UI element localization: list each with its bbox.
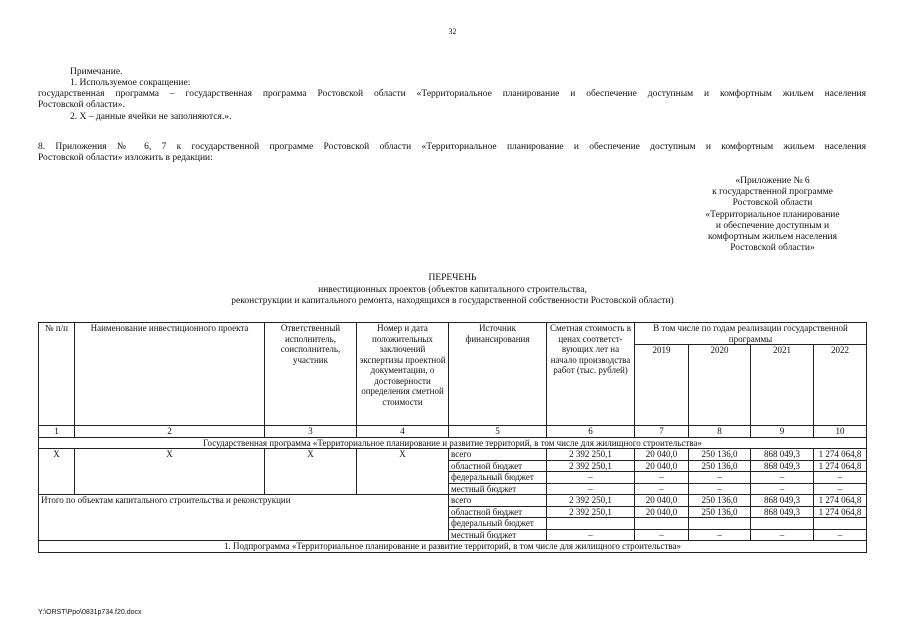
- source-cell: всего: [449, 449, 547, 461]
- year-cell: 1 274 064,8: [814, 506, 867, 518]
- subprogram-row: [39, 541, 867, 553]
- header-expertise: Номер и дата положительных заключений экспертизы проектной документации, о достоверности определения сметной стоимости: [357, 323, 449, 426]
- header-executor: Ответственный исполнитель, соисполнитель, участник: [265, 323, 357, 426]
- header-source: Источник финансирования: [449, 323, 547, 426]
- note-title: Примечание.: [70, 67, 123, 77]
- year-cell: [751, 518, 814, 530]
- estimate-cell: 2 392 250,1: [547, 460, 635, 472]
- header-name: Наименование инвестиционного проекта: [75, 323, 265, 426]
- estimate-cell: 2 392 250,1: [547, 449, 635, 461]
- source-cell: всего: [449, 495, 547, 507]
- x-mark-cell: Х: [265, 449, 357, 495]
- year-cell: 250 136,0: [689, 495, 751, 507]
- year-cell: –: [751, 483, 814, 495]
- year-cell: 20 040,0: [635, 460, 689, 472]
- year-cell: –: [751, 472, 814, 484]
- header-year-2019: 2019: [635, 345, 689, 426]
- col-number: 4: [357, 426, 449, 438]
- source-cell: областной бюджет: [449, 460, 547, 472]
- header-row: [39, 323, 867, 345]
- title-line-1: инвестиционных проектов (объектов капитального строительства,: [318, 284, 587, 295]
- source-cell: федеральный бюджет: [449, 518, 547, 530]
- x-mark-cell: Х: [357, 449, 449, 495]
- year-cell: –: [635, 483, 689, 495]
- col-number: 6: [547, 426, 635, 438]
- approval-line: «Территориальное планирование: [705, 209, 840, 220]
- header-years-group: В том числе по годам реализации государственной программы: [635, 323, 867, 345]
- header-estimate: Сметная стоимость в ценах соответст-вующих лет на начало производства работ (тыс. рублей): [547, 323, 635, 426]
- estimate-cell: –: [547, 472, 635, 484]
- section-title: Государственная программа «Территориальное планирование и развитие территорий, в том числе для жилищного строительства»: [39, 437, 867, 449]
- x-mark-cell: Х: [39, 449, 75, 495]
- note-abbrev-line-2: Ростовской области».: [38, 100, 125, 110]
- year-cell: 868 049,3: [751, 460, 814, 472]
- approval-line: комфортным жильем населения: [708, 232, 837, 243]
- year-cell: 1 274 064,8: [814, 460, 867, 472]
- note-abbrev-line-1: государственная программа – государственная программа Ростовской области «Территориальное планирование и обеспечение доступным и комфортным жильем населения: [38, 89, 866, 99]
- approval-block: [680, 176, 865, 254]
- year-cell: 250 136,0: [689, 506, 751, 518]
- year-cell: 1 274 064,8: [814, 449, 867, 461]
- file-path-footer: Y:\ORST\Ppo\0831p734.f20.docx: [38, 609, 142, 616]
- page-number: 32: [448, 27, 457, 36]
- year-cell: 20 040,0: [635, 506, 689, 518]
- header-year-2022: 2022: [814, 345, 867, 426]
- col-number: 3: [265, 426, 357, 438]
- year-cell: 20 040,0: [635, 495, 689, 507]
- year-cell: –: [689, 472, 751, 484]
- item-8-line-2: Ростовской области» изложить в редакции:: [38, 153, 213, 163]
- year-cell: –: [751, 529, 814, 541]
- year-cell: 868 049,3: [751, 506, 814, 518]
- total-label: Итого по объектам капитального строительства и реконструкции: [39, 495, 449, 541]
- year-cell: [635, 518, 689, 530]
- year-cell: 868 049,3: [751, 495, 814, 507]
- estimate-cell: [547, 518, 635, 530]
- col-number: 1: [39, 426, 75, 438]
- note-abbreviation: [38, 89, 866, 100]
- header-year-2021: 2021: [751, 345, 814, 426]
- note-item-1: 1. Используемое сокращение:: [70, 78, 191, 88]
- year-cell: 250 136,0: [689, 449, 751, 461]
- title-line-2: реконструкции и капитального ремонта, находящихся в государственной собственности Ростовской области): [231, 296, 674, 306]
- item-8-paragraph: [38, 142, 866, 153]
- table-row: [39, 449, 867, 461]
- year-cell: –: [814, 529, 867, 541]
- col-number: 2: [75, 426, 265, 438]
- approval-line: и обеспечение доступным и: [715, 220, 830, 231]
- col-number: 5: [449, 426, 547, 438]
- source-cell: федеральный бюджет: [449, 472, 547, 484]
- header-num: № п/п: [39, 323, 75, 426]
- year-cell: 20 040,0: [635, 449, 689, 461]
- estimate-cell: –: [547, 529, 635, 541]
- year-cell: –: [814, 483, 867, 495]
- col-number: 8: [689, 426, 751, 438]
- approval-line: к государственной программе: [712, 187, 833, 198]
- col-number: 7: [635, 426, 689, 438]
- source-cell: местный бюджет: [449, 483, 547, 495]
- note-item-2: 2. Х – данные ячейки не заполняются.».: [70, 112, 232, 122]
- year-cell: –: [689, 529, 751, 541]
- year-cell: 1 274 064,8: [814, 495, 867, 507]
- col-number: 9: [751, 426, 814, 438]
- column-numbers-row: [39, 426, 867, 438]
- estimate-cell: –: [547, 483, 635, 495]
- subprogram-title: 1. Подпрограмма «Территориальное планирование и развитие территорий, в том числе для жилищного строительства»: [39, 541, 867, 553]
- title-heading: ПЕРЕЧЕНЬ: [428, 273, 477, 283]
- table-row: [39, 495, 867, 507]
- year-cell: –: [689, 483, 751, 495]
- estimate-cell: 2 392 250,1: [547, 506, 635, 518]
- approval-line: Ростовской области»: [730, 243, 815, 254]
- year-cell: 250 136,0: [689, 460, 751, 472]
- document-title: [0, 273, 905, 308]
- year-cell: –: [814, 472, 867, 484]
- year-cell: [814, 518, 867, 530]
- section-title-row: [39, 437, 867, 449]
- source-cell: местный бюджет: [449, 529, 547, 541]
- source-cell: областной бюджет: [449, 506, 547, 518]
- year-cell: –: [635, 472, 689, 484]
- item-8-line-1: 8. Приложения № 6, 7 к государственной программе Ростовской области «Территориальное планирование и обеспечение доступным и комфортным жильем населения: [38, 142, 866, 152]
- year-cell: 868 049,3: [751, 449, 814, 461]
- investment-projects-table: [38, 322, 867, 553]
- col-number: 10: [814, 426, 867, 438]
- header-year-2020: 2020: [689, 345, 751, 426]
- year-cell: –: [635, 529, 689, 541]
- year-cell: [689, 518, 751, 530]
- approval-line: Ростовской области: [732, 198, 813, 209]
- estimate-cell: 2 392 250,1: [547, 495, 635, 507]
- approval-line: «Приложение № 6: [735, 176, 810, 186]
- x-mark-cell: Х: [75, 449, 265, 495]
